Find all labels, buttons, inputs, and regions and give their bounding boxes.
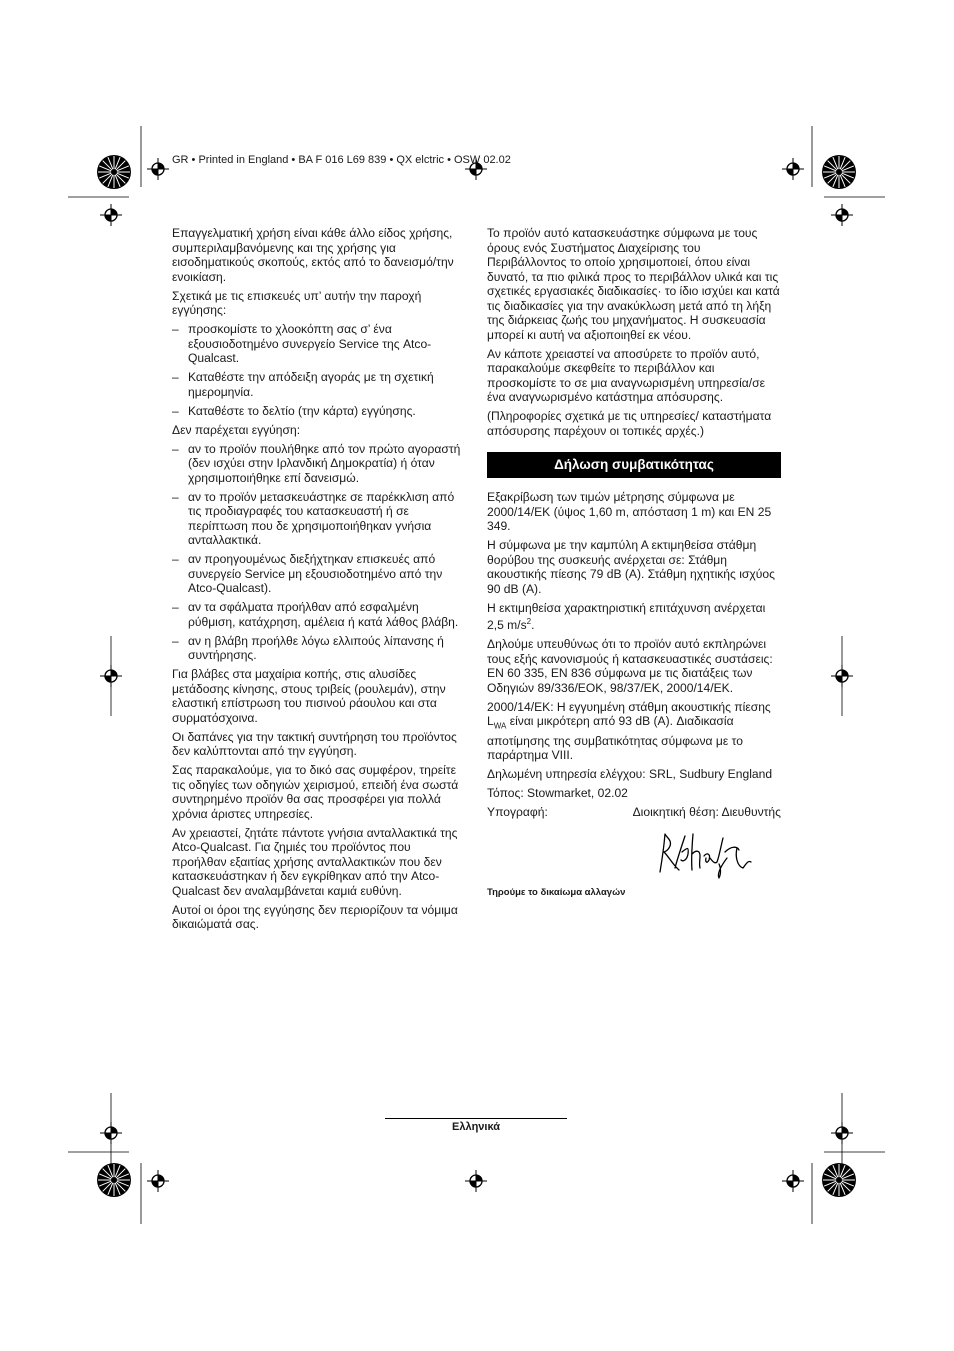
starburst-mark-bottom-right — [822, 1163, 856, 1197]
paragraph: Δηλωμένη υπηρεσία ελέγχου: SRL, Sudbury England — [487, 767, 773, 782]
paragraph: Αν κάποτε χρειαστεί να αποσύρετε το προϊόν αυτό, παρακαλούμε σκεφθείτε το περιβάλλον και προσκομίστε το σε μια αναγνωρισμένη υπηρεσία/σε ένα αναγνωρισμένο κατάστημα απόσυρσης. — [487, 346, 766, 404]
registration-mark — [147, 1170, 169, 1192]
starburst-mark-top-right — [822, 155, 856, 189]
paragraph: Η σύμφωνα με την καμπύλη Α εκτιμηθείσα στάθμη θορύβου της συσκευής ανέρχεται σε: Στάθμη ακουστικής πίεσης 79 dB (A). Στάθμη ηχητικής ισχύος 90 dB (A). — [487, 538, 775, 596]
text-run: . — [531, 618, 535, 633]
registration-mark — [782, 1170, 804, 1192]
rights-reserved-note: Τηρούμε το δικαίωμα αλλαγών — [487, 886, 626, 898]
starburst-mark-bottom-left — [97, 1163, 131, 1197]
registration-mark — [465, 1170, 487, 1192]
footer-rule — [385, 1118, 567, 1119]
registration-mark — [100, 204, 122, 226]
handwritten-signature — [655, 824, 755, 882]
paragraph: (Πληροφορίες σχετικά με τις υπηρεσίες/ καταστήματα απόσυρσης παρέχουν οι τοπικές αρχές.) — [487, 409, 772, 438]
section-heading: Δήλωση συμβατικότητας — [487, 452, 781, 478]
right-column — [487, 226, 781, 900]
registration-mark — [831, 1122, 853, 1144]
paragraph: Αν χρειαστεί, ζητάτε πάντοτε γνήσια ανταλλακτικά της Atco-Qualcast. Για ζημιές του προϊόντος που προήλθαν εξαιτίας χρήσης ανταλλακτικών που δεν κατασκευάστηκαν ή δεν εγκρίθηκαν από την Atco-Qualcast δεν αναλαμβάνεται καμιά ευθύνη. — [172, 825, 458, 898]
paragraph: Επαγγελματική χρήση είναι κάθε άλλο είδος χρήσης, συμπεριλαμβανόμενης και της χρήσης για εισοδηματικούς σκοπούς, εκτός από το δανεισμό/την ενοικίαση. — [172, 226, 454, 284]
list-item: – αν το προϊόν μετασκευάστηκε σε παρέκκλιση από τις προδιαγραφές του κατασκευαστή ή σε περίπτωση που δε χρησιμοποιήθηκαν γνήσια ανταλλακτικά. — [172, 490, 464, 548]
list-item: – Καταθέστε την απόδειξη αγοράς με τη σχετική ημερομηνία. — [172, 370, 464, 399]
starburst-mark-top-left — [97, 155, 131, 189]
paragraph: Σας παρακαλούμε, για το δικό σας συμφέρον, τηρείτε τις οδηγίες των οδηγιών χειρισμού, επειδή ένα σωστά συντηρημένο προϊόν θα σας προσφέρει για πολλά χρόνια άριστες υπηρεσίες. — [172, 763, 459, 821]
footer-language: Ελληνικά — [452, 1121, 500, 1133]
paragraph: Το προϊόν αυτό κατασκευάστηκε σύμφωνα με τους όρους ενός Συστήματος Διαχείρισης του Περιβάλλοντος το οποίο χρησιμοποιεί, όπου είναι δυνατό, τα πιο φιλικά προς το περιβάλλον υλικά και τις σχετικές εργασιακές διαδικασίες· το ίδιο ισχύει και κατά τις διαδικασίες για την ανακύκλωση μετά από τη λήξη της διάρκειας ζωής του μηχανήματος. Η συσκευασία μπορεί κι αυτή να αξιοποιηθεί εκ νέου. — [487, 226, 780, 342]
paragraph — [487, 601, 781, 633]
paragraph: Σχετικά με τις επισκευές υπ’ αυτήν την παροχή εγγύησης: — [172, 288, 422, 317]
list-item: – αν η βλάβη προήλθε λόγω ελλιπούς λίπανσης ή συντήρησης. — [172, 634, 464, 663]
paragraph: Εξακρίβωση των τιμών μέτρησης σύμφωνα με 2000/14/ΕΚ (ύψος 1,60 m, απόσταση 1 m) και EN 25 349. — [487, 490, 772, 533]
registration-mark — [147, 158, 169, 180]
signature-label: Υπογραφή: — [487, 805, 548, 820]
registration-mark — [100, 1122, 122, 1144]
superscript: 2 — [526, 617, 532, 626]
paragraph: Δεν παρέχεται εγγύηση: — [172, 422, 301, 437]
left-column — [172, 226, 464, 936]
paragraph — [487, 700, 781, 763]
position-label: Διοικητική θέση: Διευθυντής — [632, 805, 781, 820]
exclusions-list — [172, 442, 464, 663]
text-run: 2000/14/EK: Η εγγυημένη στάθμη ακουστικής πίεσης L — [487, 699, 771, 729]
paragraph: Αυτοί οι όροι της εγγύησης δεν περιορίζουν τα νόμιμα δικαιώματά σας. — [172, 902, 458, 931]
list-item: – αν τα σφάλματα προήλθαν από εσφαλμένη ρύθμιση, κατάχρηση, αμέλεια ή κατά λάθος βλάβη. — [172, 600, 464, 629]
paragraph: Για βλάβες στα μαχαίρια κοπής, στις αλυσίδες μετάδοσης κίνησης, στους τριβείς (ρουλεμάν), στην ελαστική επίστρωση του πισινού ράουλου και στα συρματόσχοινα. — [172, 667, 446, 725]
registration-mark — [100, 665, 122, 687]
registration-mark — [831, 665, 853, 687]
signature-row — [487, 805, 781, 820]
list-item: – προσκομίστε το χλοοκόπτη σας σ’ ένα εξουσιοδοτημένο συνεργείο Service της Atco-Qualcast. — [172, 322, 464, 366]
text-run: είναι μικρότερη από 93 dB (A). Διαδικασία αποτίμησης της συμβατικότητας σύμφωνα με το παράρτημα VIII. — [487, 714, 743, 763]
print-header: GR • Printed in England • BA F 016 L69 839 • QX elctric • OSW 02.02 — [172, 154, 511, 166]
list-item: – αν προηγουμένως διεξήχτηκαν επισκευές από συνεργείο Service μη εξουσιοδοτημένο από την Atco-Qualcast). — [172, 552, 464, 596]
paragraph: Οι δαπάνες για την τακτική συντήρηση του προϊόντος δεν καλύπτονται από την εγγύηση. — [172, 729, 457, 758]
list-item: – αν το προϊόν πουλήθηκε από τον πρώτο αγοραστή (δεν ισχύει στην Ιρλανδική Δημοκρατία) ή όταν χρησιμοποιήθηκε επί δανεισμώ. — [172, 442, 464, 486]
subscript: WA — [493, 721, 507, 731]
repair-steps-list — [172, 322, 464, 418]
registration-mark — [831, 204, 853, 226]
paragraph: Δηλούμε υπευθύνως ότι το προϊόν αυτό εκπληρώνει τους εξής κανονισμούς ή κατασκευαστικές συστάσεις: EN 60 335, EN 836 σύμφωνα με τις διατάξεις των Οδηγιών 89/336/EOK, 98/37/EK, 2000/14/EK. — [487, 637, 773, 695]
list-item: – Καταθέστε το δελτίο (την κάρτα) εγγύησης. — [172, 404, 464, 419]
text-run: Η εκτιμηθείσα χαρακτηριστική επιτάχυνση ανέρχεται 2,5 m/s — [487, 600, 766, 633]
paragraph: Τόπος: Stowmarket, 02.02 — [487, 786, 628, 801]
registration-mark — [782, 158, 804, 180]
